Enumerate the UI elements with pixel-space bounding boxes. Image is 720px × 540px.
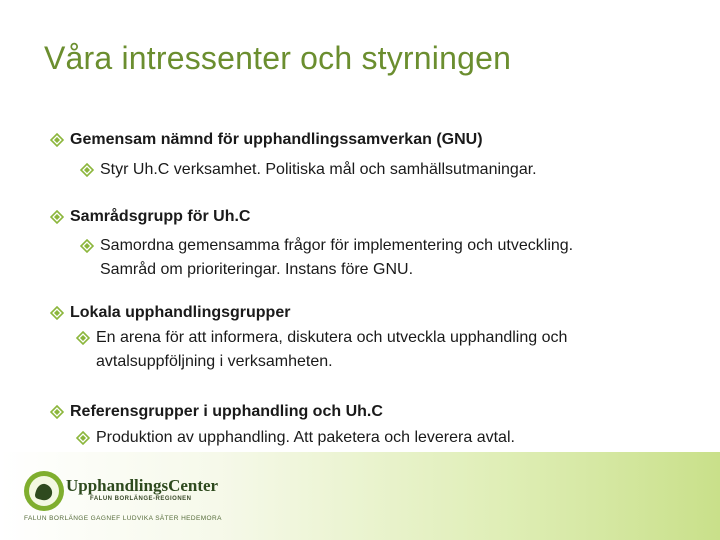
section-samrad-heading xyxy=(50,205,250,229)
slide-title: Våra intressenter och styrningen xyxy=(44,40,512,76)
heading-text: Samrådsgrupp för Uh.C xyxy=(70,208,251,225)
section-lokala-sub xyxy=(76,326,567,374)
brand-name: UpphandlingsCenter xyxy=(66,476,219,495)
diamond-bullet-icon xyxy=(76,331,90,345)
section-lokala-heading xyxy=(50,301,290,325)
section-referens-heading xyxy=(50,400,383,424)
diamond-bullet-icon xyxy=(76,431,90,445)
sub-text-line1: En arena för att informera, diskutera och utveckla upphandling och xyxy=(96,329,568,346)
footer-tagline: FALUN BORLÄNGE GAGNEF LUDVIKA SÄTER HEDEMORA xyxy=(24,515,222,522)
sub-text: Styr Uh.C verksamhet. Politiska mål och samhällsutmaningar. xyxy=(100,161,537,178)
diamond-bullet-icon xyxy=(50,133,64,147)
heading-text: Lokala upphandlingsgrupper xyxy=(70,304,291,321)
diamond-bullet-icon xyxy=(80,163,94,177)
diamond-bullet-icon xyxy=(80,239,94,253)
diamond-bullet-icon xyxy=(50,405,64,419)
sub-text-line2: Samråd om prioriteringar. Instans före GNU. xyxy=(100,261,414,278)
section-referens-sub xyxy=(76,426,515,450)
heading-text: Gemensam nämnd för upphandlingssamverkan (GNU) xyxy=(70,131,483,148)
sub-text-line1: Samordna gemensamma frågor för implementering och utveckling. xyxy=(100,237,574,254)
brand-subtitle: FALUN BORLÄNGE-REGIONEN xyxy=(90,496,192,502)
heading-text: Referensgrupper i upphandling och Uh.C xyxy=(70,403,383,420)
section-gnu-sub xyxy=(80,158,537,182)
diamond-bullet-icon xyxy=(50,306,64,320)
section-gnu-heading xyxy=(50,128,483,152)
section-samrad-sub xyxy=(80,234,573,282)
diamond-bullet-icon xyxy=(50,210,64,224)
sub-text-line2: avtalsuppföljning i verksamheten. xyxy=(96,353,333,370)
upphandlingscenter-logo-icon xyxy=(22,469,66,513)
sub-text: Produktion av upphandling. Att paketera och leverera avtal. xyxy=(96,429,515,446)
